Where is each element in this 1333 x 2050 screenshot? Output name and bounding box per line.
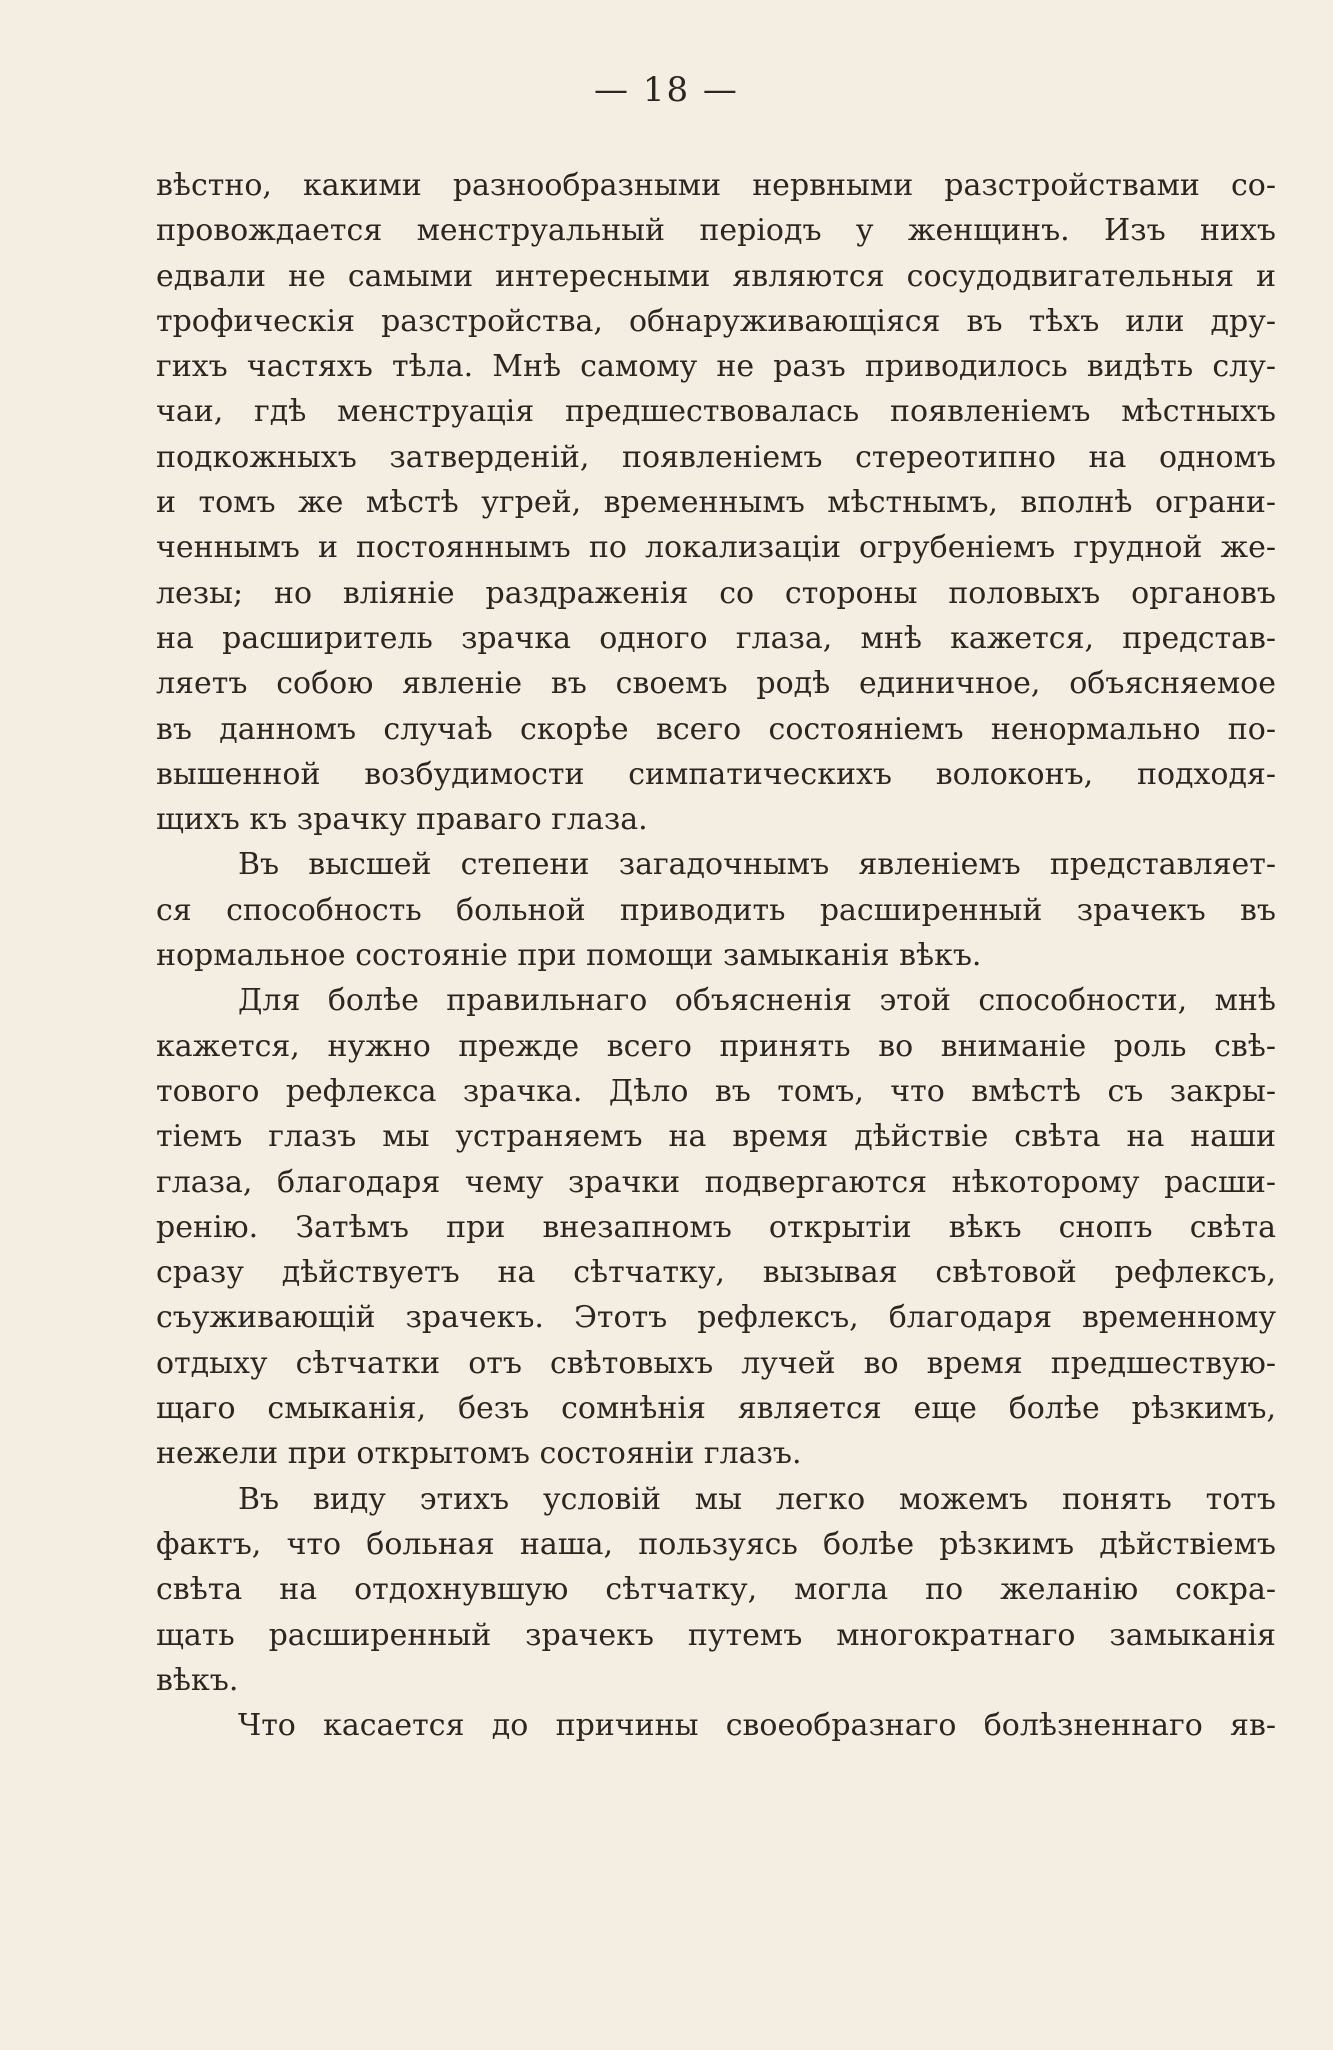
text-line: чаи, гдѣ менструація предшествовалась появленіемъ мѣстныхъ: [156, 394, 1276, 430]
text-line: гихъ частяхъ тѣла. Мнѣ самому не разъ приводилось видѣть слу-: [156, 349, 1276, 385]
text-line: Что касается до причины своеобразнаго болѣзненнаго яв-: [238, 1708, 1276, 1744]
text-line: кажется, нужно прежде всего принять во вниманіе роль свѣ-: [156, 1028, 1276, 1064]
body-text: [156, 163, 1276, 1748]
text-line: на расширитель зрачка одного глаза, мнѣ кажется, представ-: [156, 620, 1276, 656]
text-line: щать расширенный зрачекъ путемъ многократнаго замыканія: [156, 1617, 1276, 1653]
text-line: трофическія разстройства, обнаруживающіяся въ тѣхъ или дру-: [156, 303, 1276, 339]
text-line: провождается менструальный періодъ у женщинъ. Изъ нихъ: [156, 213, 1276, 249]
text-line: ся способность больной приводить расширенный зрачекъ въ: [156, 892, 1276, 928]
text-line: и томъ же мѣстѣ угрей, временнымъ мѣстнымъ, вполнѣ ограни-: [156, 485, 1276, 521]
paragraph: [156, 1703, 1276, 1748]
text-line: щихъ къ зрачку праваго глаза.: [156, 802, 648, 838]
text-line: вѣкъ.: [156, 1662, 239, 1698]
text-line: едвали не самыми интересными являются сосудодвигательныя и: [156, 258, 1276, 294]
text-line: въ данномъ случаѣ скорѣе всего состояніемъ ненормально по-: [156, 711, 1276, 747]
text-line: глаза, благодаря чему зрачки подвергаются нѣкоторому расши-: [156, 1164, 1276, 1200]
text-line: нежели при открытомъ состояніи глазъ.: [156, 1436, 802, 1472]
text-line: тіемъ глазъ мы устраняемъ на время дѣйствіе свѣта на наши: [156, 1119, 1276, 1155]
text-line: Въ виду этихъ условій мы легко можемъ понять тотъ: [238, 1481, 1276, 1517]
text-line: отдыху сѣтчатки отъ свѣтовыхъ лучей во время предшествую-: [156, 1345, 1276, 1381]
text-line: ченнымъ и постояннымъ по локализаціи огрубеніемъ грудной же-: [156, 530, 1276, 566]
text-line: щаго смыканія, безъ сомнѣнія является еще болѣе рѣзкимъ,: [156, 1391, 1276, 1427]
paragraph: [156, 842, 1276, 978]
paragraph: [156, 163, 1276, 842]
text-line: съуживающій зрачекъ. Этотъ рефлексъ, благодаря временному: [156, 1300, 1276, 1336]
paragraph: [156, 1477, 1276, 1703]
text-line: лезы; но вліяніе раздраженія со стороны половыхъ органовъ: [156, 575, 1276, 611]
text-line: ренію. Затѣмъ при внезапномъ открытіи вѣкъ снопъ свѣта: [156, 1209, 1276, 1245]
page-number: — 18 —: [594, 70, 739, 110]
paragraph: [156, 978, 1276, 1476]
text-line: свѣта на отдохнувшую сѣтчатку, могла по желанію сокра-: [156, 1572, 1276, 1608]
text-line: вѣстно, какими разнообразными нервными разстройствами со-: [156, 168, 1276, 203]
text-line: Для болѣе правильнаго объясненія этой способности, мнѣ: [238, 983, 1276, 1019]
text-line: подкожныхъ затверденій, появленіемъ стереотипно на одномъ: [156, 439, 1276, 475]
text-line: фактъ, что больная наша, пользуясь болѣе рѣзкимъ дѣйствіемъ: [156, 1526, 1276, 1562]
text-line: вышенной возбудимости симпатическихъ волоконъ, подходя-: [156, 756, 1276, 792]
text-line: тового рефлекса зрачка. Дѣло въ томъ, что вмѣстѣ съ закры-: [156, 1073, 1276, 1109]
text-line: ляетъ собою явленіе въ своемъ родѣ единичное, объясняемое: [156, 666, 1276, 702]
text-line: сразу дѣйствуетъ на сѣтчатку, вызывая свѣтовой рефлексъ,: [156, 1255, 1276, 1291]
text-line: нормальное состояніе при помощи замыканія вѣкъ.: [156, 938, 982, 974]
text-line: Въ высшей степени загадочнымъ явленіемъ представляет-: [238, 847, 1276, 883]
